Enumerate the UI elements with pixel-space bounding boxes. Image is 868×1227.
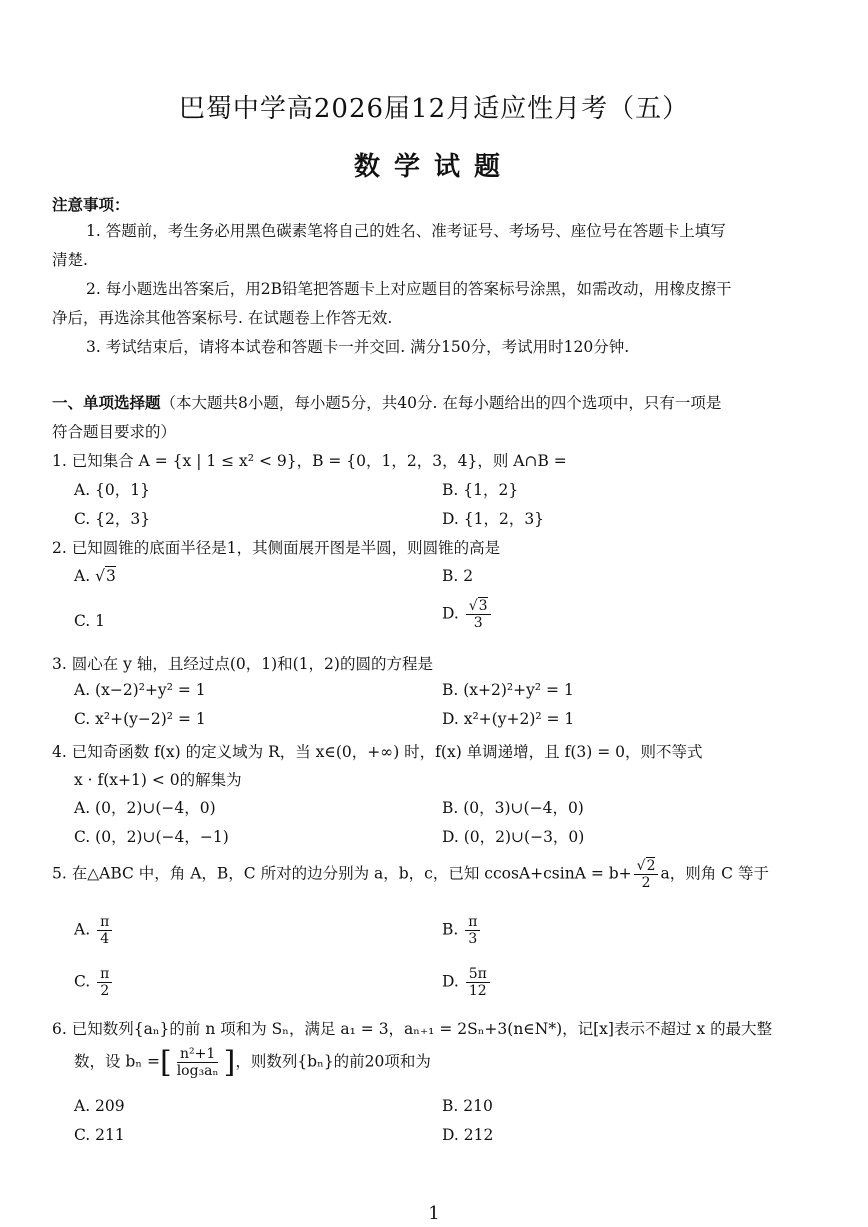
question-6-option-b: B. 210	[442, 1097, 493, 1115]
question-5-option-d: D. $\frac{5\pi}{12}$	[442, 966, 492, 999]
question-2-option-c: C. 1	[74, 612, 106, 630]
question-3-option-b: B. (x+2)²+y² = 1	[442, 681, 574, 699]
section-1-desc: （本大题共8小题，每小题5分，共40分. 在每小题给出的四个选项中，只有一项是	[160, 394, 722, 412]
exam-title: 巴蜀中学高2026届12月适应性月考（五）	[178, 94, 690, 124]
question-2-option-a: A. √3	[74, 567, 116, 585]
question-2-option-b: B. 2	[442, 567, 474, 585]
question-3-option-a: A. (x−2)²+y² = 1	[74, 681, 206, 699]
question-6-stem-line-1: 6. 已知数列{aₙ}的前 n 项和为 Sₙ，满足 a₁ = 3，aₙ₊₁ = 2Sₙ+3(n∈N*)，记[x]表示不超过 x 的最大整	[52, 1020, 773, 1038]
section-1-line-2: 符合题目要求的）	[52, 423, 177, 441]
question-1-option-a: A. {0，1}	[74, 481, 150, 499]
question-3-stem: 3. 圆心在 y 轴，且经过点(0，1)和(1，2)的圆的方程是	[52, 655, 433, 673]
notice-item-3: 3. 考试结束后，请将本试卷和答题卡一并交回. 满分150分，考试用时120分钟.	[86, 338, 630, 356]
question-1-stem: 1. 已知集合 A = {x | 1 ≤ x² < 9}，B = {0，1，2，3，4}，则 A∩B =	[52, 452, 567, 470]
question-2-option-d: D. $\frac{√3}{3}$	[442, 598, 493, 631]
question-2-stem: 2. 已知圆锥的底面半径是1，其侧面展开图是半圆，则圆锥的高是	[52, 539, 501, 557]
question-1-option-c: C. {2，3}	[74, 510, 151, 528]
question-5-stem: 5. 在△ABC 中，角 A，B，C 所对的边分别为 a，b，c，已知 ccosA+csinA = b+ $\frac{√2}{2}$ a，则角 C 等于	[52, 858, 769, 892]
question-1-option-b: B. {1，2}	[442, 481, 519, 499]
question-6-stem-line-2: 数，设 bₙ = [ $\frac{\text{n²+1}}{\text{log₃aₙ}}$ ] ，则数列{bₙ}的前20项和为	[74, 1044, 431, 1080]
question-5-option-b: B. $\frac{\pi}{3}$	[442, 914, 482, 947]
exam-subject: 数学试题	[353, 152, 514, 182]
question-3-option-d: D. x²+(y+2)² = 1	[442, 710, 575, 728]
question-5-option-c: C. $\frac{\pi}{2}$	[74, 966, 114, 999]
question-4-option-b: B. (0，3)∪(−4，0)	[442, 799, 584, 817]
notice-item-1-line-1: 1. 答题前，考生务必用黑色碳素笔将自己的姓名、准考证号、考场号、座位号在答题卡上填写	[86, 222, 726, 240]
question-6-floor-expression: [ $\frac{\text{n²+1}}{\text{log₃aₙ}}$ ]	[159, 1044, 236, 1080]
question-5-stem-fraction: $\frac{√2}{2}$	[634, 858, 659, 891]
notice-item-2-line-2: 净后，再选涂其他答案标号. 在试题卷上作答无效.	[52, 309, 393, 327]
question-6-option-a: A. 209	[74, 1097, 125, 1115]
question-1-option-d: D. {1，2，3}	[442, 510, 545, 528]
notice-item-1-line-2: 清楚.	[52, 251, 88, 269]
section-1-heading: 一、单项选择题	[52, 393, 161, 412]
question-4-option-c: C. (0，2)∪(−4，−1)	[74, 828, 229, 846]
notice-item-2-line-1: 2. 每小题选出答案后，用2B铅笔把答题卡上对应题目的答案标号涂黑，如需改动，用橡皮擦干	[86, 280, 732, 298]
question-3-option-c: C. x²+(y−2)² = 1	[74, 710, 206, 728]
question-6-option-c: C. 211	[74, 1126, 125, 1144]
notice-heading: 注意事项：	[52, 195, 130, 214]
page-number: 1	[428, 1203, 440, 1224]
question-2-option-d-fraction: $\frac{√3}{3}$	[466, 598, 491, 631]
question-4-stem-line-1: 4. 已知奇函数 f(x) 的定义域为 R，当 x∈(0，+∞) 时，f(x) 单调递增，且 f(3) = 0，则不等式	[52, 743, 703, 761]
question-4-option-d: D. (0，2)∪(−3，0)	[442, 828, 585, 846]
question-4-stem-line-2: x · f(x+1) < 0的解集为	[74, 771, 242, 789]
question-2-option-a-radicand: 3	[105, 567, 116, 585]
section-1-line-1	[52, 391, 721, 413]
question-4-option-a: A. (0，2)∪(−4，0)	[74, 799, 216, 817]
question-6-option-d: D. 212	[442, 1126, 494, 1144]
question-5-option-a: A. $\frac{\pi}{4}$	[74, 914, 114, 947]
